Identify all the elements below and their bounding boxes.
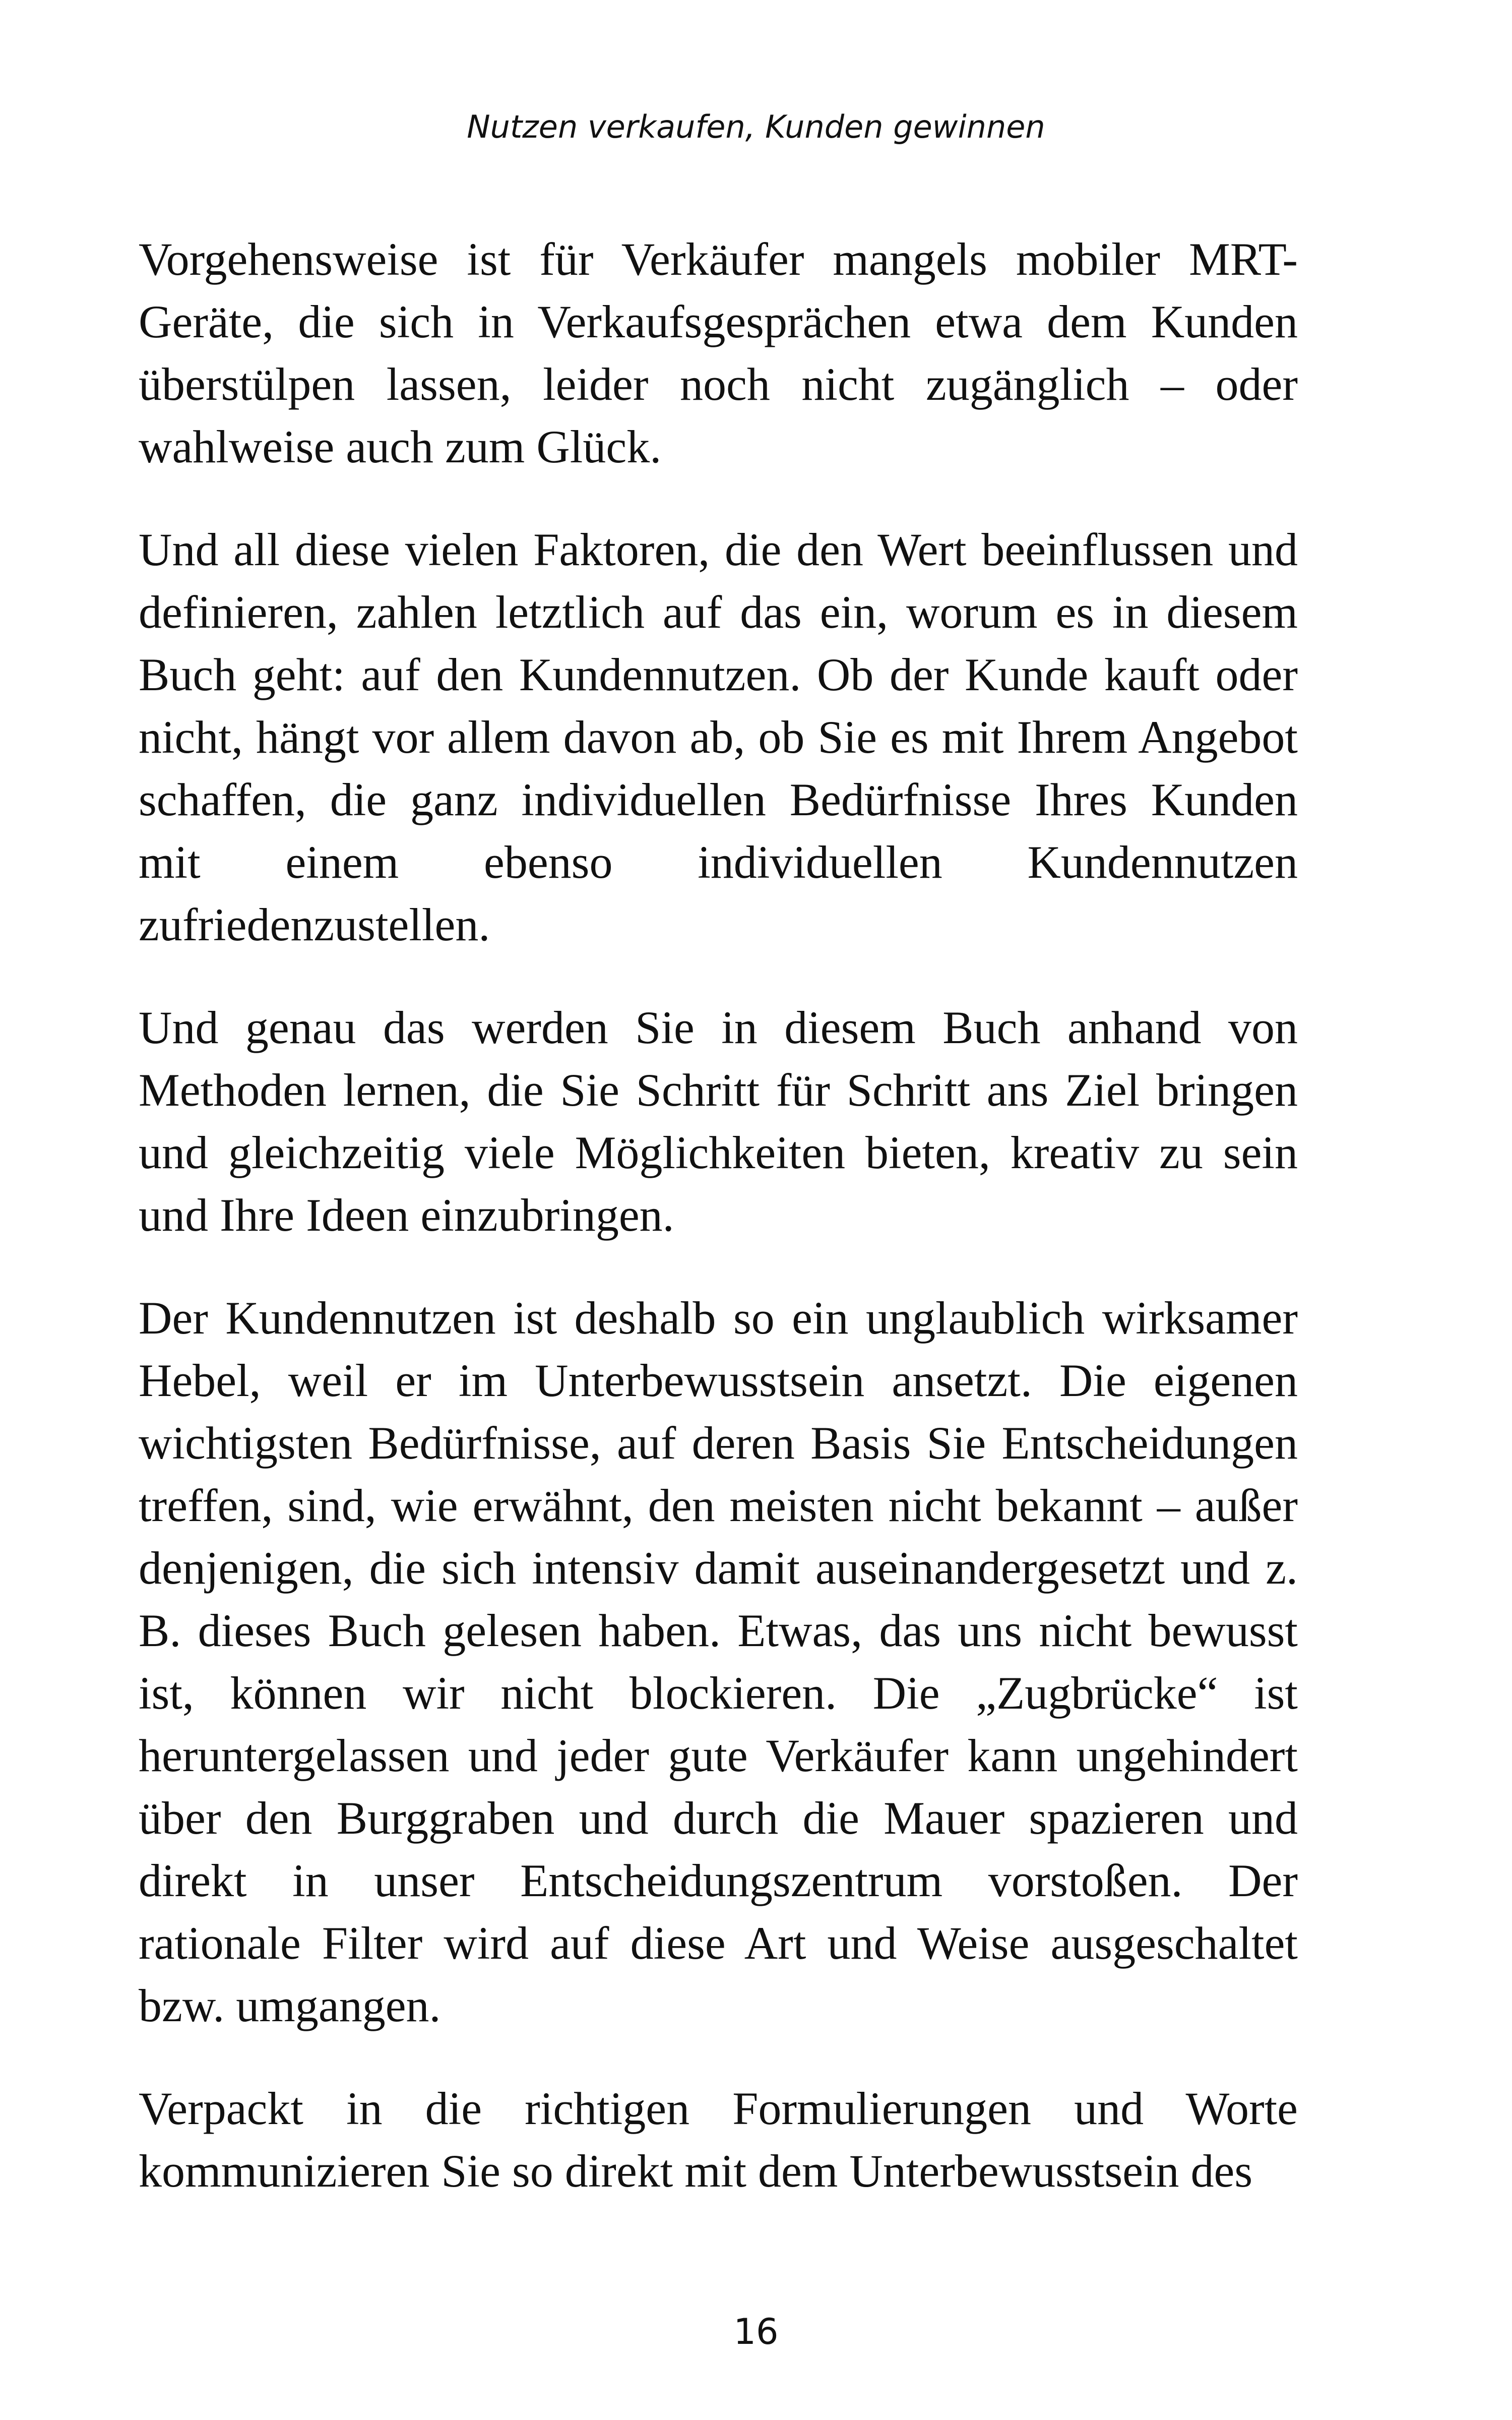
paragraph: Der Kundennutzen ist deshalb so ein unglaublich wirksamer Hebel, weil er im Unterbewusstsein ansetzt. Die eigenen wichtigsten Bedürfnisse, auf deren Basis Sie Entscheidungen treffen, sind, wie erwähnt, den meisten nicht bekannt – außer denjenigen, die sich intensiv damit auseinandergesetzt und z. B. dieses Buch gelesen haben. Etwas, das uns nicht bewusst ist, können wir nicht blockieren. Die „Zugbrücke“ ist heruntergelassen und jeder gute Verkäufer kann ungehindert über den Burggraben und durch die Mauer spazieren und direkt in unser Entscheidungszentrum vorstoßen. Der rationale Filter wird auf diese Art und Weise ausgeschaltet bzw. umgangen. [139,1292,1298,2031]
running-header: Nutzen verkaufen, Kunden gewinnen [467,108,1045,145]
body-text [139,228,1298,2202]
paragraph: Und genau das werden Sie in diesem Buch anhand von Methoden lernen, die Sie Schritt für Schritt ans Ziel bringen und gleichzeitig viele Möglichkeiten bieten, kreativ zu sein und Ihre Ideen einzubringen. [139,1002,1298,1241]
page-number: 16 [733,2311,779,2352]
paragraph: Und all diese vielen Faktoren, die den Wert beeinflussen und definieren, zahlen letztlich auf das ein, worum es in diesem Buch geht: auf den Kundennutzen. Ob der Kunde kauft oder nicht, hängt vor allem davon ab, ob Sie es mit Ihrem Angebot schaffen, die ganz individuellen Bedürfnisse Ihres Kunden mit einem ebenso individuellen Kundennutzen zufriedenzustellen. [139,524,1298,950]
paragraph: Vorgehensweise ist für Verkäufer mangels mobiler MRT-Geräte, die sich in Verkaufsgesprächen etwa dem Kunden überstülpen lassen, leider noch nicht zugänglich – oder wahlweise auch zum Glück. [139,233,1298,472]
paragraph: Verpackt in die richtigen Formulierungen und Worte kommunizieren Sie so direkt mit dem Unterbewusstsein des [139,2083,1298,2197]
